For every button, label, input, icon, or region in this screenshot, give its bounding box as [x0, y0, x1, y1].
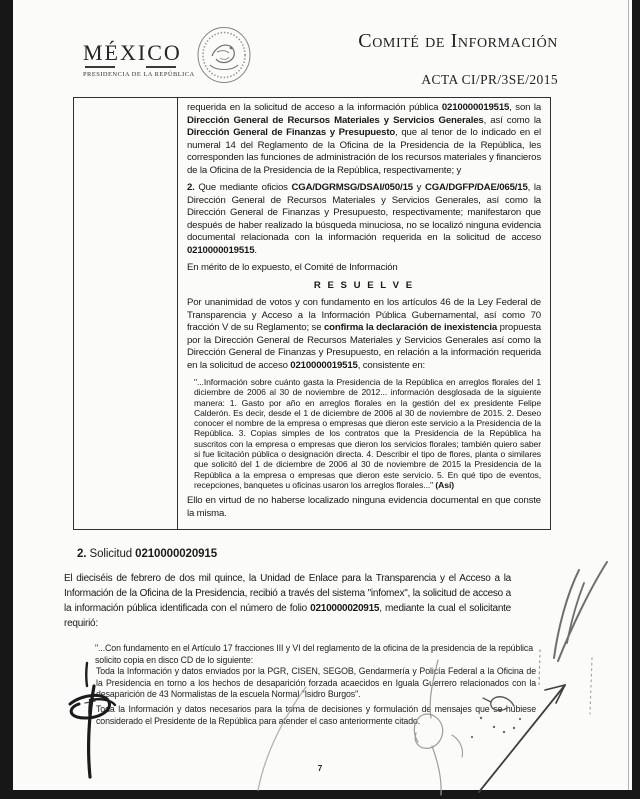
section-2-quote-intro: "...Con fundamento en el Artículo 17 fracciones III y VI del reglamento de la oficina de la presidencia de la república solicito copia en disco CD de lo siguiente: — [95, 643, 533, 665]
table-content-cell — [178, 98, 550, 529]
request-quote: "...Información sobre cuánto gasta la Presidencia de la República en arreglos florales del 1 diciembre de 2006 al 30 de noviembre de 2012... información desglosada de la siguiente manera: 1. Gasto por año en arreglos florales en la gestión del ex presidente Felipe Calderón. Es decir, desde el 1 de diciembre de 2006 al 30 de noviembre de 2015. 2. Deseo conocer el nombre de la empresa o empresas que dieron este servicio a la Presidencia de la República. 3. Copias simples de los contratos que la Presidencia de la República ha suscritos con la empresa o empresas que dieron los servicios florales; también quiero saber si fue licitación pública o designación directa. 4. Describir el tipo de flores, planta o similares que solicitó del 1 de diciembre de 2006 al 30 de noviembre de 2015 la Presidencia de la República a la empresa o empresas que dieron este servicio. 5. En qué tipo de eventos, recepciones, banquetes u oficinas usaron los arreglos florales..." (Así) — [194, 377, 541, 490]
section-2-request-item-2: Toda la Información y datos necesarios para la toma de decisiones y formulación de mensajes que se hubiese considerado el Presidente de la República para atender el caso anteriormente citado. — [96, 704, 536, 726]
table-paragraph-3: En mérito de lo expuesto, el Comité de Información — [187, 262, 398, 273]
table-paragraph-2: 2. Que mediante oficios CGA/DGRMSG/DSAI/050/15 y CGA/DGFP/DAE/065/15, la Dirección General de Recursos Materiales y Servicios Generales, así como la Dirección General de Finanzas y Presupuesto, respectivamente; manifestaron que después de haber realizado la búsqueda minuciosa, no se localizó ninguna evidencia documental relacionada con la información requerida en la solicitud de acceso 0210000019515. — [187, 182, 542, 256]
table-paragraph-4: Por unanimidad de votos y con fundamento en los artículos 46 de la Ley Federal de Transparencia y Acceso a la Información Pública Gubernamental, así como 70 fracción V de su Reglamento; se confirma la declaración de inexistencia propuesta por la Dirección General de Recursos Materiales y Servicios Generales así como la Dirección General de Finanzas y Presupuesto, en relación a la información requerida en la solicitud de acceso 0210000019515, consistente en: — [187, 297, 541, 371]
committee-title: Comité de Información — [358, 30, 558, 52]
scan-edge-line — [628, 0, 629, 799]
mexico-logo — [83, 40, 195, 78]
table-paragraph-5: Ello en virtud de no haberse localizado ninguna evidencia documental en que conste la misma. — [187, 495, 541, 519]
scan-edge-right — [632, 0, 640, 799]
resuelve-heading: R E S U E L V E — [313, 279, 415, 291]
handwritten-pencil-arc — [258, 687, 306, 790]
mexico-national-seal-icon — [195, 25, 253, 85]
scan-edge-bottom — [0, 790, 640, 799]
handwritten-signature-right — [539, 562, 607, 688]
section-2-request-item-1: Toda la Información y datos enviados por la PGR, CISEN, SEGOB, Gendarmería y Policía Federal a la Oficina de la Presidencia en torno a los hechos de desaparición forzada acaecidos en Iguala Guerrero relacionados con la desaparición de 43 Normalistas de la escuela Normal "Isidro Burgos". — [96, 666, 536, 700]
handwritten-check-ticks — [85, 663, 95, 719]
mexico-logo-subtitle: PRESIDENCIA DE LA REPÚBLICA — [83, 71, 195, 78]
acta-number: ACTA CI/PR/3SE/2015 — [421, 72, 558, 87]
page-number: 7 — [317, 763, 323, 773]
mexico-logo-title: MÉXICO — [83, 40, 182, 65]
section-2-intro: El dieciséis de febrero de dos mil quince, la Unidad de Enlace para la Transparencia y el Acceso a la Información de la Oficina de la Presidencia, recibió a través del sistema "infomex", la solicitud de acceso a la información pública identificada con el número de folio 0210000020915, mediante la cual el solicitante requirió: — [64, 573, 511, 629]
logo-rule-right — [146, 66, 176, 68]
table-empty-cell — [74, 98, 178, 529]
inexistencia-table — [73, 97, 551, 530]
logo-rule-left — [85, 66, 115, 68]
table-paragraph-1: requerida en la solicitud de acceso a la información pública 0210000019515, son la Dirección General de Recursos Materiales y Servicios Generales, así como la Dirección General de Finanzas y Presupuesto, que al tenor de lo indicado en el numeral 14 del Reglamento de la Oficina de la Presidencia de la República, les corresponden las funciones de administración de los recursos materiales y financieros de la Oficina de la Presidencia de la República, respectivamente; y — [187, 102, 542, 176]
section-2-heading: 2. Solicitud 0210000020915 — [77, 548, 218, 560]
scan-edge-left — [0, 0, 13, 799]
